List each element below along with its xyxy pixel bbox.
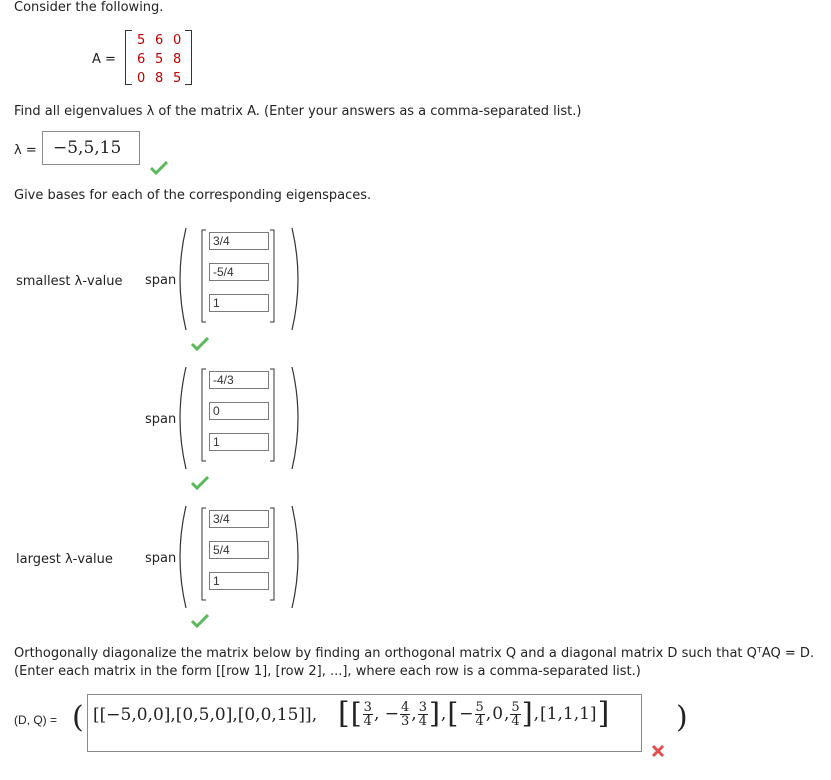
lambda-label: λ =	[14, 143, 37, 158]
matrix-cell: 5	[173, 71, 182, 86]
diagonalize-prompt-line1: Orthogonally diagonalize the matrix below by finding an orthogonal matrix Q and a diagonal matrix D such that QᵀAQ = D.	[14, 646, 815, 661]
matrix-cell: 0	[137, 71, 146, 86]
matrix-cell: 8	[155, 71, 164, 86]
q-matrix-answer: [ [ $\frac{3}{4}$ , − $\frac{4}{3}$ , $\frac{3}{4}$ ] , [ − $\frac{5}{4}$ , 0 , $\frac{5}{4}$ ] , [1,1,1] ]	[338, 696, 610, 731]
eigenspace-prompt: Give bases for each of the corresponding eigenspaces.	[14, 188, 372, 203]
d-matrix-answer: [[−5,0,0],[0,5,0],[0,0,15]],	[93, 705, 318, 725]
frac-q21: $\frac{5}{4}$	[475, 699, 484, 729]
diagonalize-prompt-line2: (Enter each matrix in the form [[row 1], [row 2], ...], where each row is a comma-separated list.)	[14, 664, 641, 679]
right-paren: )	[676, 700, 688, 735]
matrix-cell: 5	[137, 33, 146, 48]
matrix-cell: 6	[137, 52, 146, 67]
correct-check-icon	[191, 337, 209, 351]
basis-2-entry-2[interactable]: 0	[209, 402, 269, 420]
basis-1-entry-3[interactable]: 1	[209, 294, 269, 312]
basis-3-entry-3[interactable]: 1	[209, 572, 269, 590]
span-label: span	[145, 273, 177, 288]
largest-lambda-label: largest λ-value	[16, 552, 113, 567]
matrix-right-bracket	[185, 30, 192, 85]
intro-text: Consider the following.	[14, 0, 164, 15]
basis-1-entry-1[interactable]: 3/4	[209, 232, 269, 250]
eigenvalue-answer-field[interactable]	[42, 131, 140, 165]
left-paren: (	[72, 700, 84, 735]
matrix-cell: 5	[155, 52, 164, 67]
basis-3-entry-1[interactable]: 3/4	[209, 510, 269, 528]
span-label: span	[145, 412, 177, 427]
matrix-left-bracket	[125, 30, 132, 85]
basis-2-entry-3[interactable]: 1	[209, 433, 269, 451]
matrix-label: A =	[92, 52, 116, 67]
correct-check-icon	[191, 476, 209, 490]
matrix-cell: 0	[173, 33, 182, 48]
eigenvalue-prompt: Find all eigenvalues λ of the matrix A. (Enter your answers as a comma-separated list.)	[14, 104, 582, 119]
q-row3: [1,1,1]	[540, 704, 597, 724]
incorrect-x-icon	[651, 744, 665, 758]
frac-q11: $\frac{3}{4}$	[363, 699, 372, 729]
span-label: span	[145, 551, 177, 566]
frac-q13: $\frac{3}{4}$	[418, 699, 427, 729]
matrix-cell: 8	[173, 52, 182, 67]
dq-label: (D, Q) =	[14, 713, 58, 727]
correct-check-icon	[191, 614, 209, 628]
basis-1-entry-2[interactable]: -5/4	[209, 263, 269, 281]
frac-q12: $\frac{4}{3}$	[401, 699, 410, 729]
basis-2-entry-1[interactable]: -4/3	[209, 371, 269, 389]
basis-3-entry-2[interactable]: 5/4	[209, 541, 269, 559]
matrix-cell: 6	[155, 33, 164, 48]
frac-q23: $\frac{5}{4}$	[511, 699, 520, 729]
dq-answer-field[interactable]	[87, 694, 642, 752]
eigenvalue-answer: −5,5,15	[53, 138, 122, 158]
correct-check-icon	[150, 161, 168, 175]
smallest-lambda-label: smallest λ-value	[16, 274, 123, 289]
